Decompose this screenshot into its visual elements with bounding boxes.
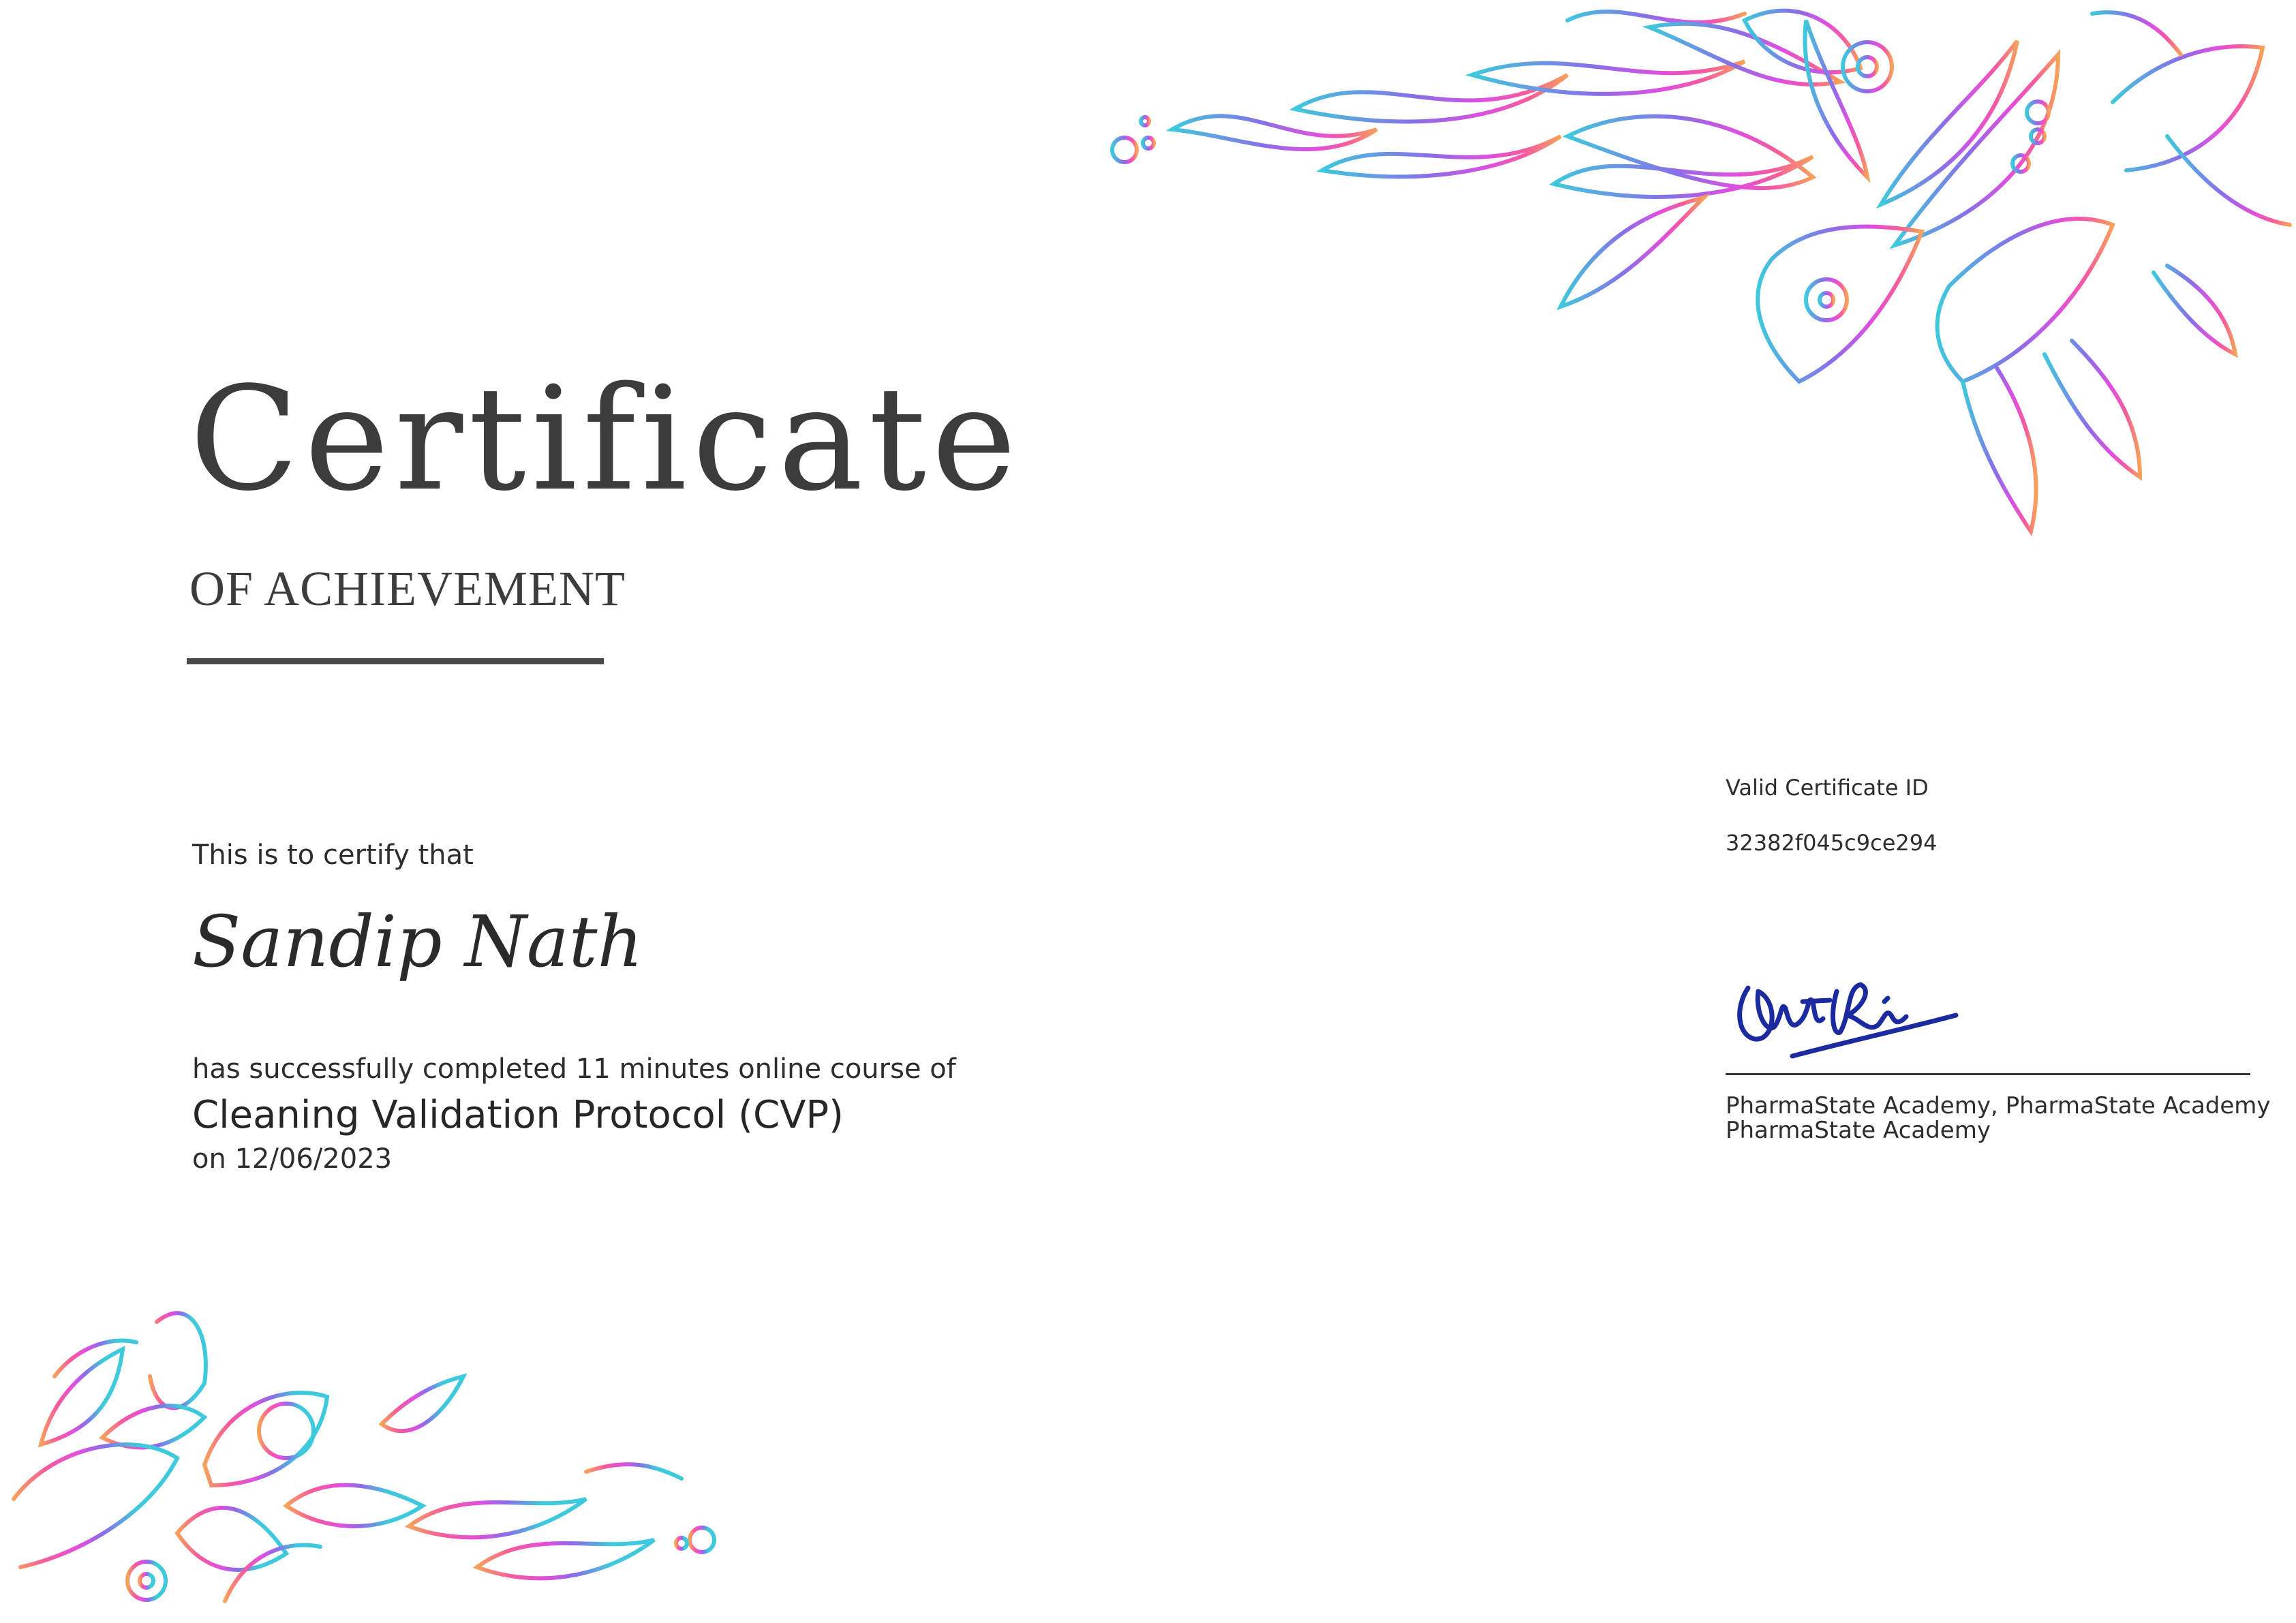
signature-line [1726, 1073, 2250, 1075]
completion-date: on 12/06/2023 [192, 1143, 393, 1175]
recipient-name: Sandip Nath [192, 900, 643, 983]
certify-intro-text: This is to certify that [192, 839, 474, 871]
signature-image [1728, 961, 1973, 1070]
issuer-line-2: PharmaState Academy [1726, 1117, 1991, 1144]
certificate-title: Certificate [189, 356, 1022, 523]
course-name: Cleaning Validation Protocol (CVP) [192, 1093, 844, 1137]
certificate-subtitle: OF ACHIEVEMENT [189, 561, 626, 616]
issuer-line-1: PharmaState Academy, PharmaState Academy [1726, 1092, 2271, 1119]
title-divider [187, 658, 604, 664]
certificate-id-value: 32382f045c9ce294 [1726, 830, 1938, 856]
decorative-ornament-top [1090, 0, 2296, 545]
decorative-ornament-bottom [0, 1281, 750, 1623]
issuer-names [1726, 1094, 2271, 1143]
completion-text: has successfully completed 11 minutes online course of [192, 1053, 956, 1085]
certificate-id-label: Valid Certificate ID [1726, 775, 1929, 801]
